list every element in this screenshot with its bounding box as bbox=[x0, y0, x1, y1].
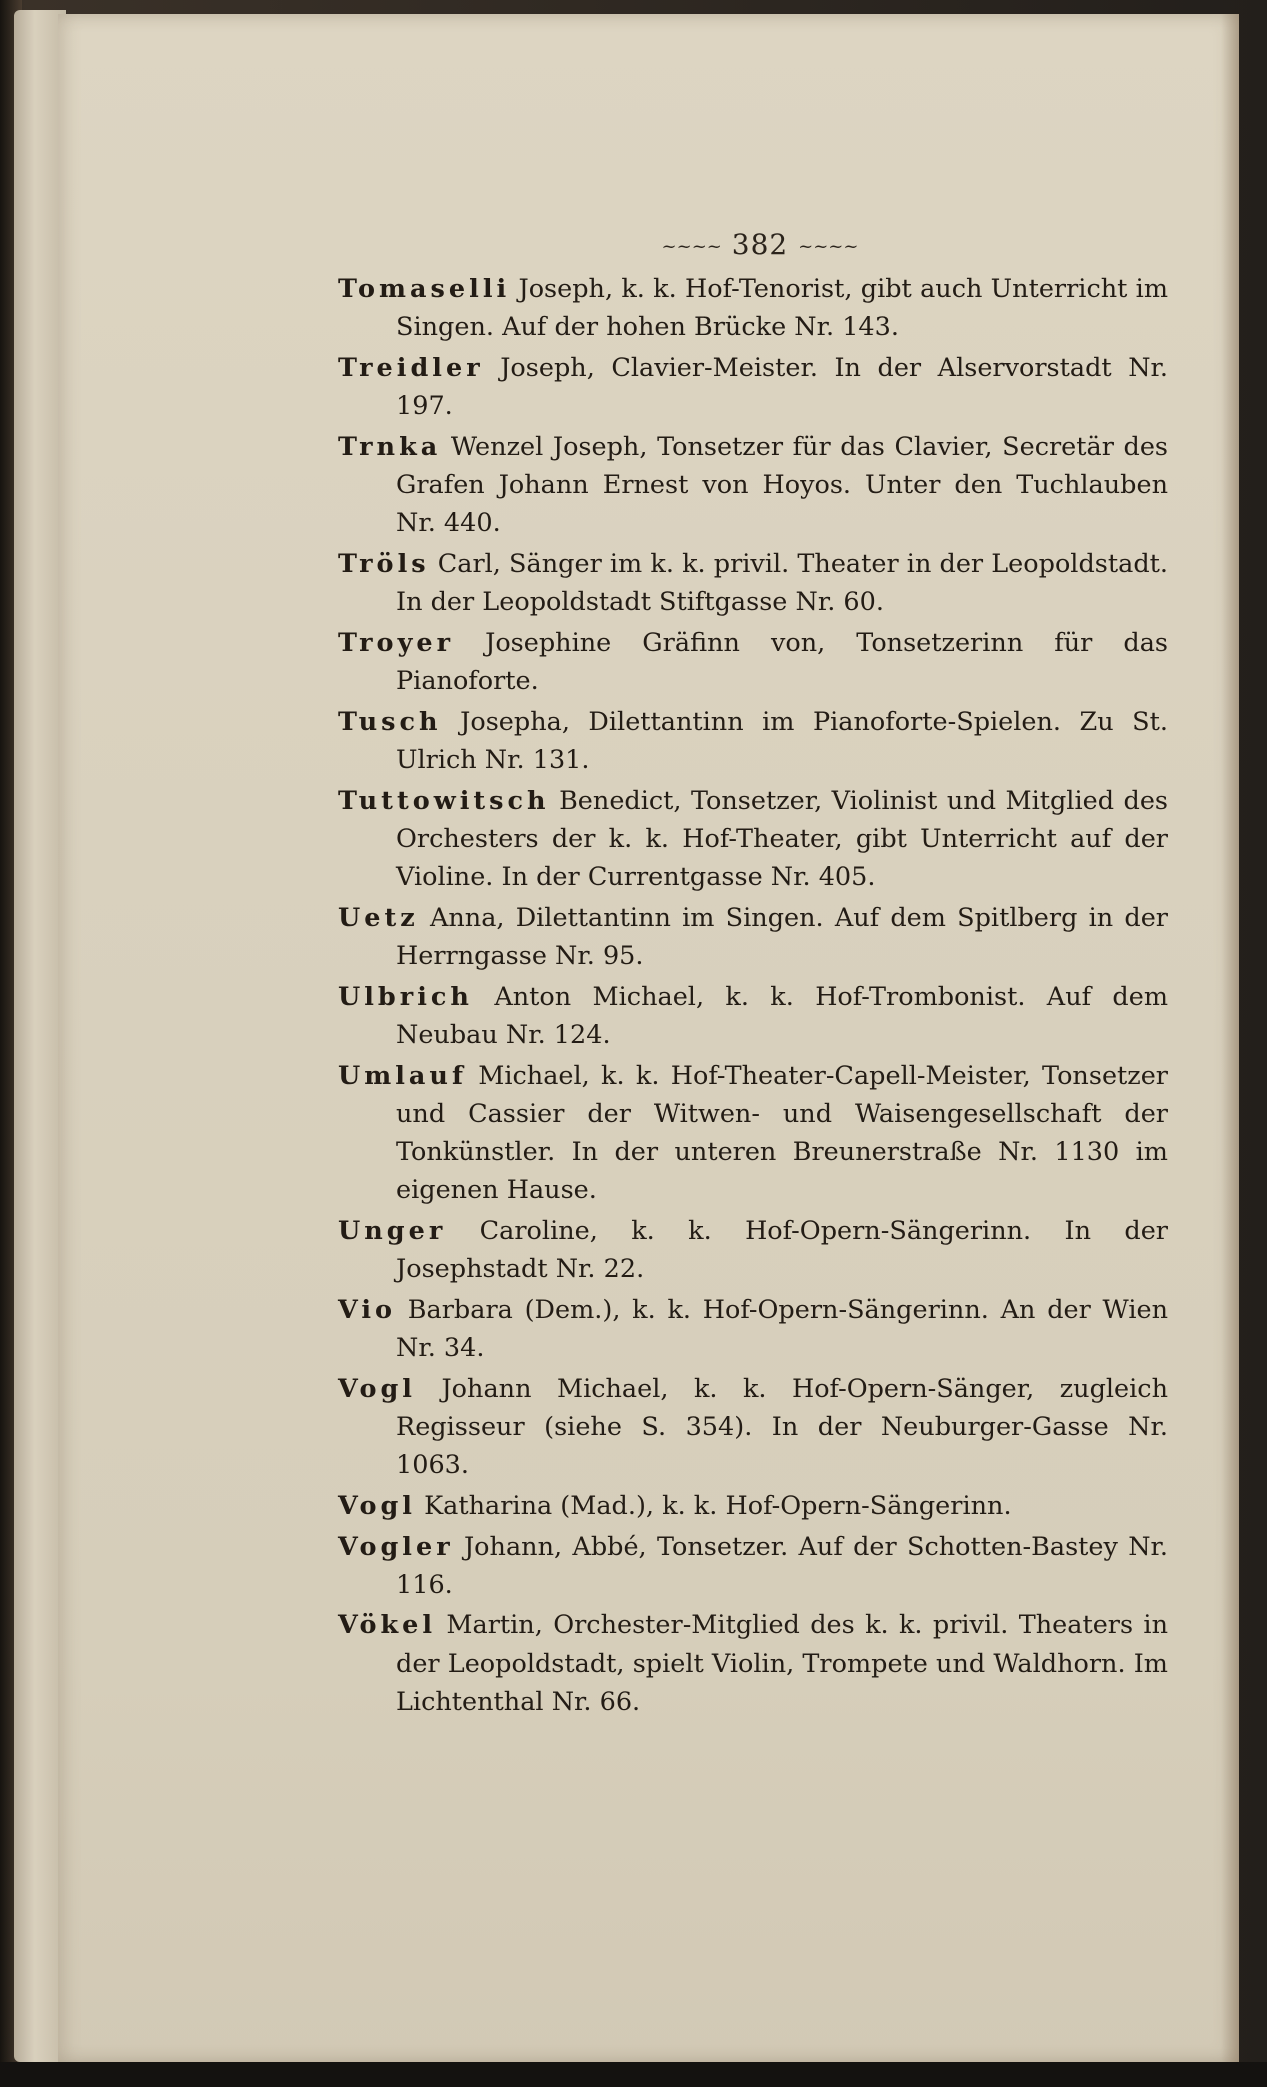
entry-text: Martin, Orchester-Mitglied des k. k. privil. Theaters in der Leopoldstadt, spielt Violin, Trompete und Waldhorn. Im Lichtenthal Nr. 66. bbox=[396, 1610, 1168, 1717]
directory-entry bbox=[338, 624, 1168, 700]
header-ornament-right: ~~~~ bbox=[798, 236, 859, 257]
entry-surname: Tuttowitsch bbox=[338, 785, 550, 816]
directory-entry bbox=[338, 1528, 1168, 1604]
entry-text: Wenzel Joseph, Tonsetzer für das Clavier, Secretär des Grafen Johann Ernest von Hoyos. Unter den Tuchlauben Nr. 440. bbox=[396, 431, 1169, 539]
entry-text: Barbara (Dem.), k. k. Hof-Opern-Sängerinn. An der Wien Nr. 34. bbox=[396, 1294, 1168, 1363]
entry-surname: Tusch bbox=[338, 706, 442, 737]
entry-text: Johann, Abbé, Tonsetzer. Auf der Schotten-Bastey Nr. 116. bbox=[396, 1531, 1169, 1600]
entry-surname: Vio bbox=[338, 1294, 397, 1325]
page-number: 382 bbox=[731, 228, 789, 261]
directory-entry bbox=[338, 1212, 1168, 1288]
scan-bottom-border bbox=[0, 2062, 1267, 2087]
entry-surname: Unger bbox=[338, 1215, 447, 1246]
directory-entry bbox=[338, 1606, 1168, 1721]
entry-text: Johann Michael, k. k. Hof-Opern-Sänger, zugleich Regisseur (siehe S. 354). In der Neuburger-Gasse Nr. 1063. bbox=[396, 1373, 1169, 1481]
page-header bbox=[560, 228, 960, 261]
entry-text: Joseph, k. k. Hof-Tenorist, gibt auch Unterricht im Singen. Auf der hohen Brücke Nr. 143. bbox=[396, 274, 1168, 343]
directory-entry bbox=[338, 1487, 1168, 1525]
entry-surname: Vogl bbox=[338, 1490, 416, 1521]
directory-entry bbox=[338, 703, 1168, 779]
entry-text: Josephine Gräfinn von, Tonsetzerinn für das Pianoforte. bbox=[396, 627, 1168, 697]
entry-surname: Vogler bbox=[338, 1531, 454, 1562]
entry-surname: Tomaselli bbox=[338, 274, 511, 304]
page-gutter-shadow bbox=[1221, 14, 1239, 2062]
entry-surname: Ulbrich bbox=[338, 981, 473, 1012]
entry-surname: Uetz bbox=[338, 902, 419, 933]
directory-entries bbox=[338, 270, 1168, 1724]
directory-entry bbox=[338, 899, 1168, 975]
entry-text: Caroline, k. k. Hof-Opern-Sängerinn. In der Josephstadt Nr. 22. bbox=[396, 1215, 1168, 1285]
entry-surname: Umlauf bbox=[338, 1060, 467, 1091]
entry-text: Joseph, Clavier-Meister. In der Alservorstadt Nr. 197. bbox=[396, 352, 1168, 422]
entry-surname: Treidler bbox=[338, 352, 484, 383]
directory-entry bbox=[338, 782, 1168, 897]
directory-entry bbox=[338, 978, 1168, 1054]
entry-surname: Vogl bbox=[338, 1373, 416, 1404]
entry-text: Carl, Sänger im k. k. privil. Theater in der Leopoldstadt. In der Leopoldstadt Stiftgasse Nr. 60. bbox=[396, 548, 1168, 618]
entry-surname: Vökel bbox=[338, 1610, 437, 1641]
entry-text: Josepha, Dilettantinn im Pianoforte-Spielen. Zu St. Ulrich Nr. 131. bbox=[396, 706, 1169, 775]
directory-entry bbox=[338, 270, 1168, 346]
entry-surname: Tröls bbox=[338, 548, 430, 579]
entry-text: Michael, k. k. Hof-Theater-Capell-Meister, Tonsetzer und Cassier der Witwen- und Waisengesellschaft der Tonkünstler. In der unteren Breunerstraße Nr. 1130 im eigenen Hause. bbox=[396, 1060, 1168, 1206]
header-ornament-left: ~~~~ bbox=[661, 236, 722, 257]
directory-entry bbox=[338, 1370, 1168, 1485]
directory-entry bbox=[338, 1057, 1168, 1210]
directory-entry bbox=[338, 428, 1168, 543]
directory-entry bbox=[338, 545, 1168, 621]
entry-surname: Trnka bbox=[338, 431, 442, 462]
entry-surname: Troyer bbox=[338, 627, 455, 658]
entry-text: Anna, Dilettantinn im Singen. Auf dem Spitlberg in der Herrngasse Nr. 95. bbox=[396, 902, 1168, 971]
directory-entry bbox=[338, 1291, 1168, 1367]
directory-entry bbox=[338, 349, 1168, 425]
entry-text: Benedict, Tonsetzer, Violinist und Mitglied des Orchesters der k. k. Hof-Theater, gibt Unterricht auf der Violine. In der Currentgasse Nr. 405. bbox=[396, 785, 1168, 893]
entry-text: Anton Michael, k. k. Hof-Trombonist. Auf dem Neubau Nr. 124. bbox=[396, 981, 1169, 1050]
entry-text: Katharina (Mad.), k. k. Hof-Opern-Sängerinn. bbox=[424, 1490, 1012, 1521]
